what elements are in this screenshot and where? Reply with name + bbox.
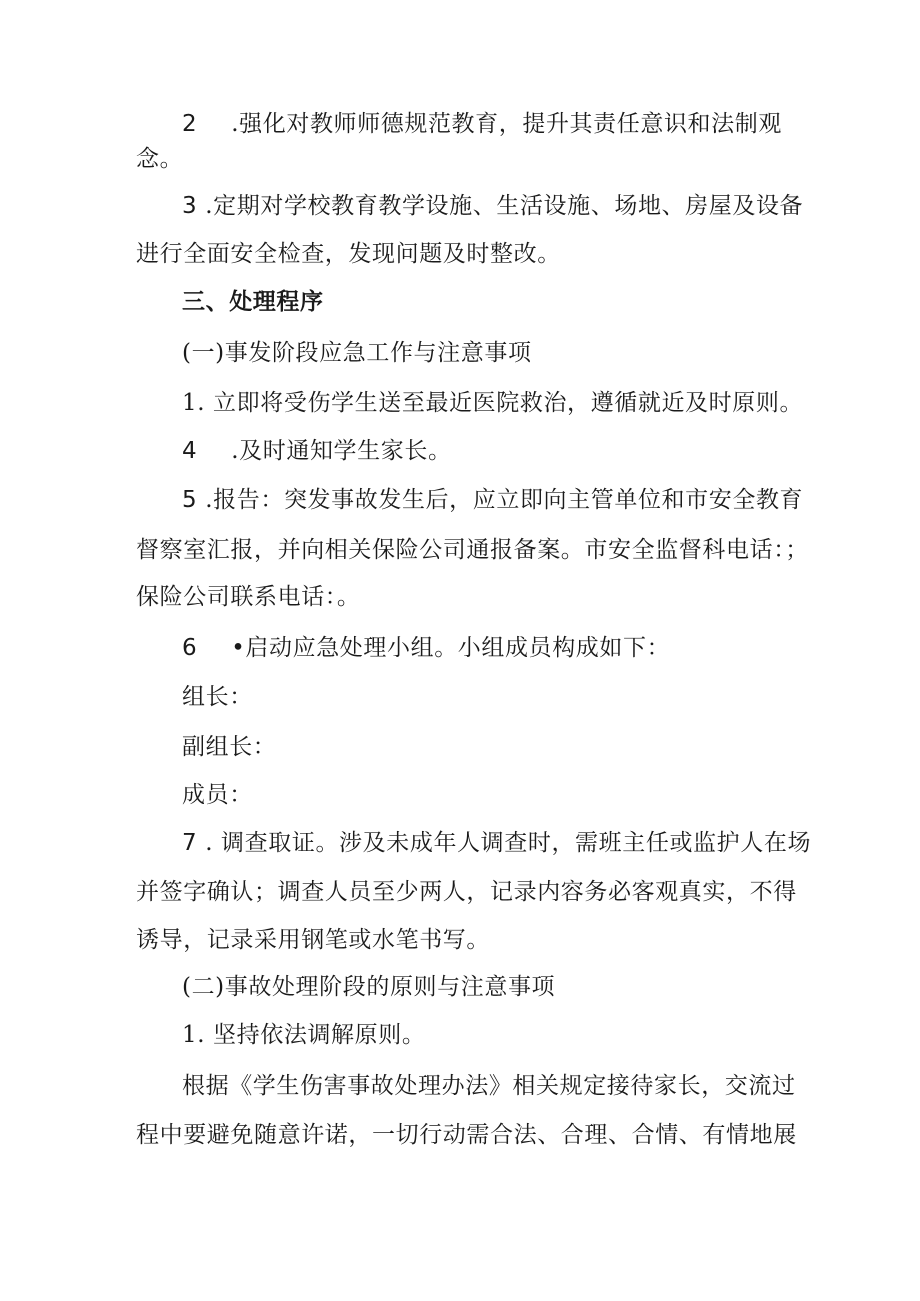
item-number: 5 <box>182 487 198 513</box>
item-3-line-2: 进行全面安全检查，发现问题及时整改。 <box>136 241 561 267</box>
principle-item-1: 1. 坚持依法调解原则。 <box>182 1022 426 1048</box>
item-text: .及时通知学生家长。 <box>231 438 452 464</box>
item-2-line-1 <box>182 110 782 138</box>
item-1: 1. 立即将受伤学生送至最近医院救治，遵循就近及时原则。 <box>182 390 804 416</box>
item-number: 2 <box>182 111 198 137</box>
item-text: . 调查取证。涉及未成年人调查时，需班主任或监护人在场 <box>205 830 812 856</box>
item-7-line-3: 诱导，记录采用钢笔或水笔书写。 <box>136 927 490 953</box>
item-5-line-3: 保险公司联系电话：。 <box>136 584 361 610</box>
item-7-line-1 <box>182 829 811 857</box>
item-text: .定期对学校教育教学设施、生活设施、场地、房屋及设备 <box>205 193 804 219</box>
subsection-heading-1: (一)事发阶段应急工作与注意事项 <box>182 340 532 366</box>
item-number: 4 <box>182 438 198 464</box>
item-6 <box>182 634 670 662</box>
item-number: 6 <box>182 635 198 661</box>
item-text: •启动应急处理小组。小组成员构成如下： <box>231 635 671 661</box>
item-3-line-1 <box>182 192 803 220</box>
paragraph-line-1: 根据《学生伤害事故处理办法》相关规定接待家长，交流过 <box>182 1073 796 1099</box>
item-number: 3 <box>182 193 198 219</box>
subsection-heading-2: (二)事故处理阶段的原则与注意事项 <box>182 974 556 1000</box>
deputy-leader-label: 副组长： <box>182 734 277 760</box>
item-text: .强化对教师师德规范教育，提升其责任意识和法制观 <box>231 111 782 137</box>
item-4 <box>182 437 452 465</box>
leader-label: 组长： <box>182 684 253 710</box>
item-number: 7 <box>182 830 198 856</box>
item-7-line-2: 并签字确认；调查人员至少两人，记录内容务必客观真实，不得 <box>136 879 797 905</box>
item-5-line-2: 督察室汇报，并向相关保险公司通报备案。市安全监督科电话：； <box>136 537 809 563</box>
item-5-line-1 <box>182 486 803 514</box>
section-heading: 三、处理程序 <box>182 288 324 315</box>
item-text: .报告：突发事故发生后，应立即向主管单位和市安全教育 <box>205 487 804 513</box>
paragraph-line-2: 程中要避免随意许诺，一切行动需合法、合理、合情、有情地展 <box>136 1122 797 1148</box>
members-label: 成员： <box>182 782 253 808</box>
item-2-line-2: 念。 <box>136 146 184 172</box>
